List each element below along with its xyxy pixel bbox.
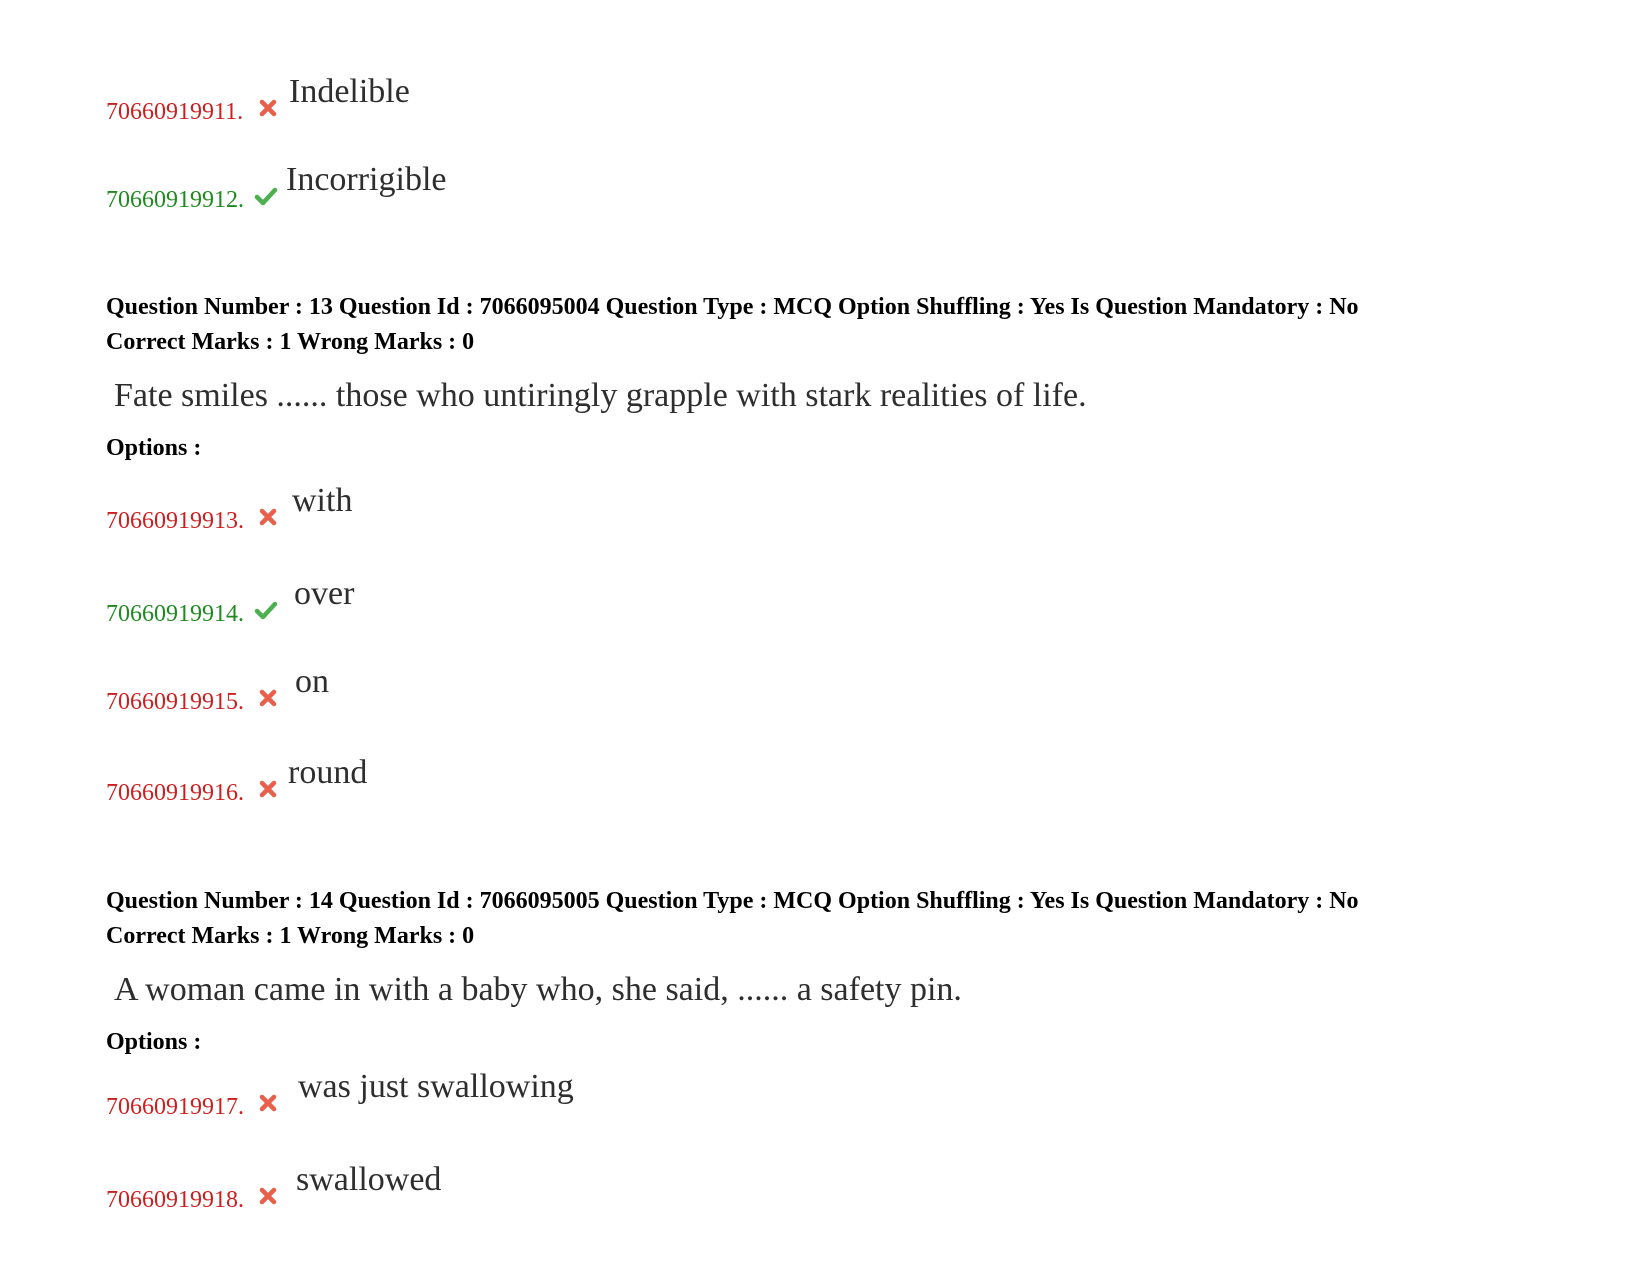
option-text: on [295, 663, 329, 700]
cross-icon [256, 505, 280, 529]
check-icon [254, 598, 278, 622]
option-text: Incorrigible [286, 161, 447, 198]
option-row [106, 745, 1006, 805]
question-text: A woman came in with a baby who, she said, ...... a safety pin. [114, 971, 962, 1008]
option-row [106, 566, 1006, 626]
question-header [106, 290, 1586, 360]
option-id: 70660919913. [106, 508, 244, 534]
option-id: 70660919915. [106, 689, 244, 715]
cross-icon [256, 1184, 280, 1208]
option-id: 70660919911. [106, 99, 244, 125]
options-label: Options : [106, 1029, 202, 1055]
option-row [106, 654, 1006, 714]
option-id: 70660919916. [106, 780, 244, 806]
question-meta: Question Number : 13 Question Id : 7066095004 Question Type : MCQ Option Shuffling : Yes Is Question Mandatory : No [106, 294, 1359, 320]
option-row [106, 473, 1006, 533]
option-text: round [288, 754, 368, 791]
cross-icon [256, 1091, 280, 1115]
option-row [106, 1059, 1006, 1119]
option-id: 70660919917. [106, 1094, 244, 1120]
option-row [106, 1152, 1006, 1212]
cross-icon [256, 96, 280, 120]
option-text: Indelible [289, 73, 410, 110]
option-text: swallowed [296, 1161, 442, 1198]
option-id: 70660919918. [106, 1187, 244, 1213]
option-text: with [292, 482, 353, 519]
options-label: Options : [106, 435, 202, 461]
question-marks: Correct Marks : 1 Wrong Marks : 0 [106, 923, 475, 949]
cross-icon [256, 777, 280, 801]
cross-icon [256, 686, 280, 710]
check-icon [254, 184, 278, 208]
question-text: Fate smiles ...... those who untiringly grapple with stark realities of life. [114, 377, 1087, 414]
question-meta: Question Number : 14 Question Id : 7066095005 Question Type : MCQ Option Shuffling : Yes Is Question Mandatory : No [106, 888, 1359, 914]
question-marks: Correct Marks : 1 Wrong Marks : 0 [106, 329, 475, 355]
option-id: 70660919914. [106, 601, 244, 627]
option-row [106, 152, 1006, 212]
option-text: was just swallowing [298, 1068, 574, 1105]
option-id: 70660919912. [106, 187, 244, 213]
question-header [106, 884, 1586, 954]
option-text: over [294, 575, 355, 612]
option-row [106, 64, 1006, 124]
